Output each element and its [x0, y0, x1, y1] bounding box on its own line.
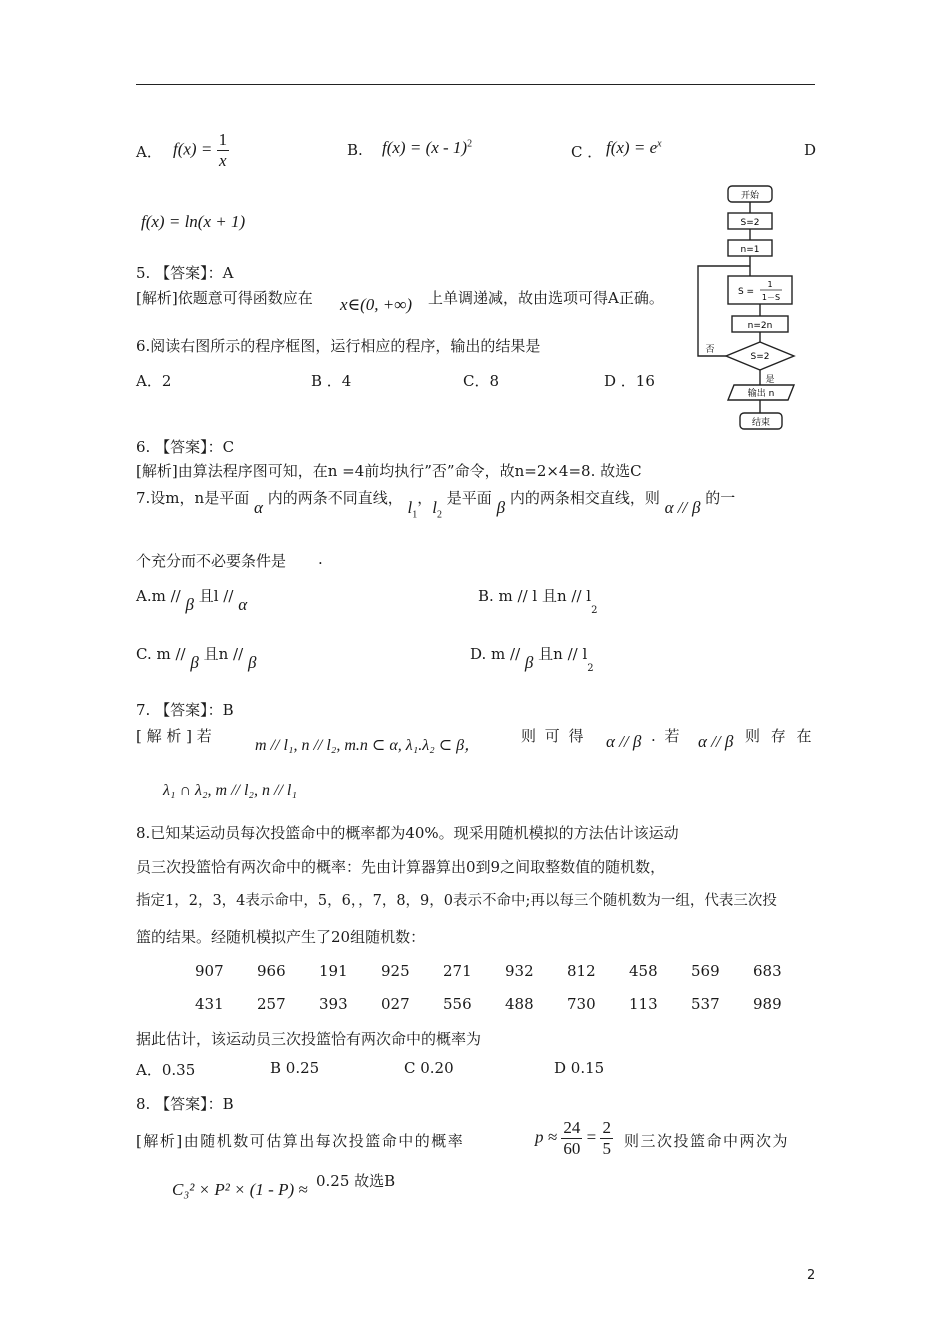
q6-option-b: B ．4 [311, 372, 352, 390]
flow-output-label: 输出 n [747, 389, 775, 399]
a5-analysis-post: 上单调递减，故由选项可得A正确。 [428, 289, 664, 307]
q7-option-c-2: 且n // [203, 645, 244, 663]
table-cell: 431 [195, 994, 224, 1013]
q7-option-b [478, 585, 598, 616]
a8-fraction-1 [561, 1118, 582, 1159]
q8-line3: 指定1，2，3，4表示命中，5，6，，7，8，9，0表示不命中;再以每三个随机数为一组，代表三次投 [136, 893, 777, 909]
q6-option-a: A．2 [136, 372, 172, 390]
q7-l2-sub: 2 [436, 509, 442, 521]
a7-result: α // β [606, 732, 642, 751]
q7-option-b-1: B. m // l 且n // l [478, 587, 592, 605]
q7-l1-sub: 1 [412, 509, 418, 521]
a8-analysis-pre: [解析]由随机数可估算出每次投篮命中的概率 [136, 1132, 465, 1150]
q7-l2-letter: l [432, 498, 437, 517]
a5-analysis-pre: [解析]依题意可得函数应在 [136, 289, 313, 307]
q4-option-b-formula [382, 138, 472, 158]
table-cell: 925 [381, 961, 410, 980]
fraction-numerator: 1 [218, 130, 228, 149]
q4-option-c-formula [606, 138, 662, 158]
a7-line2: λ₁ ∩ λ₂, m // l₂, n // l₁ [163, 782, 297, 799]
random-number-table [195, 954, 815, 1020]
table-cell: 027 [381, 994, 410, 1013]
a8-formula: C₃² × P² × (1 - P) ≈ [172, 1180, 308, 1199]
q4-option-b-label: B. [347, 141, 363, 159]
q8-option-c: C 0.20 [404, 1059, 454, 1077]
q7-stem-6: 个充分而不必要条件是 [136, 552, 287, 570]
a8-fraction-2 [600, 1118, 613, 1159]
q6-stem: 6.阅读右图所示的程序框图，运行相应的程序，输出的结果是 [136, 337, 541, 355]
q7-option-a-2: 且l // [198, 587, 234, 605]
a5-answer: 5. 【答案】：A [136, 264, 234, 282]
q7-stem-dot: . [318, 550, 323, 568]
q4-option-a-label: A． [136, 143, 162, 161]
flow-yes-label: 是 [765, 375, 775, 385]
a7-mid2: . 若 [651, 727, 682, 745]
header-rule [136, 84, 815, 85]
a6-answer: 6. 【答案】：C [136, 438, 235, 456]
q8-option-d: D 0.15 [554, 1059, 605, 1077]
table-row [195, 987, 815, 1020]
q8-option-a: A．0.35 [136, 1061, 196, 1079]
flow-s-update-lhs: S = [737, 287, 755, 297]
flow-no-label: 否 [705, 345, 715, 355]
q7-option-d-beta: β [524, 653, 534, 672]
a7-mid: 则 可 得 [521, 727, 586, 745]
a8-p-label: p ≈ [535, 1127, 558, 1147]
q7-option-c [136, 643, 257, 672]
a8-result: 0.25 故选B [316, 1172, 396, 1190]
table-cell: 683 [753, 961, 782, 980]
q7-stem-3: 是平面 [446, 489, 492, 507]
table-row [195, 954, 815, 987]
q4-option-b-exponent: 2 [467, 138, 473, 150]
q7-option-a-alpha: α [238, 595, 248, 614]
a8-probability [535, 1118, 613, 1159]
table-cell: 556 [443, 994, 472, 1013]
q7-comma: ， [417, 489, 433, 507]
a8-equals: = [586, 1127, 597, 1147]
flow-end-label: 结束 [751, 418, 771, 428]
q7-l1-letter: l [407, 498, 413, 517]
table-cell: 393 [319, 994, 348, 1013]
q4-option-b-text: f(x) = (x - 1) [382, 138, 468, 157]
q7-stem-4: 内的两条相交直线，则 [509, 489, 660, 507]
q6-option-c: C．8 [463, 372, 500, 390]
fraction-denominator: x [219, 151, 227, 170]
q8-option-b: B 0.25 [270, 1059, 320, 1077]
q7-option-a-1: A.m // [136, 587, 181, 605]
table-cell: 966 [257, 961, 286, 980]
flow-loop-line [698, 266, 750, 356]
flow-n-update-label: n=2n [747, 321, 773, 331]
q8-line2: 员三次投篮恰有两次命中的概率：先由计算器算出0到9之间取整数值的随机数， [136, 858, 666, 876]
q6-option-d: D ．16 [604, 372, 655, 390]
table-cell: 812 [567, 961, 596, 980]
q7-par: α // [664, 498, 688, 517]
table-cell: 191 [319, 961, 348, 980]
fraction-denominator: 5 [602, 1139, 611, 1158]
a7-post: 则 存 在 [745, 727, 815, 745]
q4-option-c-exponent: x [657, 138, 662, 150]
table-cell: 537 [691, 994, 720, 1013]
fraction-denominator: 60 [563, 1139, 581, 1158]
q8-line1: 8.已知某运动员每次投篮命中的概率都为40%。现采用随机模拟的方法估计该运动 [136, 824, 679, 842]
fraction-numerator: 2 [602, 1118, 611, 1137]
q7-alpha: α [253, 498, 263, 517]
q7-option-c-beta: β [190, 653, 199, 672]
q7-l2 [432, 498, 442, 521]
q7-l1 [407, 498, 418, 521]
a7-result2: α // β [698, 732, 734, 751]
q7-option-c-1: C. m // [136, 645, 186, 663]
q7-stem-5: 的一 [705, 489, 736, 507]
table-cell: 989 [753, 994, 782, 1013]
table-cell: 271 [443, 961, 472, 980]
table-cell: 113 [629, 994, 658, 1013]
q8-line4: 篮的结果。经随机模拟产生了20组随机数： [136, 928, 426, 946]
flow-condition-label: S=2 [750, 352, 770, 362]
q4-option-d-formula: f(x) = ln(x + 1) [141, 212, 246, 231]
q7-option-a [136, 585, 248, 614]
q7-option-d-sub: 2 [587, 663, 594, 674]
q4-option-a-formula [173, 130, 229, 171]
table-cell: 257 [257, 994, 286, 1013]
flow-s-update-den: 1－S [761, 293, 781, 302]
flow-n-init-label: n=1 [740, 245, 760, 255]
page-number: 2 [807, 1268, 816, 1283]
fraction-numerator: 24 [563, 1118, 581, 1137]
q4-option-c-label: C ． [571, 143, 603, 161]
q4-option-a-fraction [217, 130, 230, 171]
q7-option-b-sub: 2 [591, 605, 598, 616]
a8-answer: 8. 【答案】：B [136, 1095, 234, 1113]
table-cell: 458 [629, 961, 658, 980]
a5-interval: x∈(0, +∞) [340, 295, 413, 314]
q7-beta2: β [692, 498, 701, 517]
q8-line5: 据此估计，该运动员三次投篮恰有两次命中的概率为 [136, 1030, 482, 1048]
q4-option-d-label: D [804, 141, 817, 159]
q7-option-d [470, 643, 594, 674]
q4-option-a-lhs: f(x) = [173, 139, 213, 159]
q7-stem-2: 内的两条不同直线， [267, 489, 403, 507]
a8-analysis-post: 则三次投篮命中两次为 [624, 1132, 790, 1150]
q7-option-d-1: D. m // [470, 645, 521, 663]
flow-start-label: 开始 [740, 191, 760, 201]
a6-analysis: [解析]由算法程序图可知，在n =4前均执行”否”命令，故n=2×4=8. 故选C [136, 462, 642, 480]
table-cell: 907 [195, 961, 224, 980]
q7-stem-1: 7.设m，n是平面 [136, 489, 250, 507]
q7-option-d-2: 且n // l [538, 645, 588, 663]
q4-option-c-text: f(x) = e [606, 138, 658, 157]
flowchart-diagram [684, 180, 834, 460]
a7-condition: m // l₁, n // l₂, m.n ⊂ α, λ₁.λ₂ ⊂ β， [255, 737, 481, 754]
q7-option-c-beta2: β [247, 653, 257, 672]
table-cell: 488 [505, 994, 534, 1013]
q7-option-a-beta: β [185, 595, 194, 614]
q7-beta: β [496, 498, 506, 517]
flow-s-init-label: S=2 [740, 218, 760, 228]
q7-stem-line1 [136, 487, 736, 521]
table-cell: 569 [691, 961, 720, 980]
a7-answer: 7. 【答案】：B [136, 701, 234, 719]
table-cell: 730 [567, 994, 596, 1013]
flow-s-update-num: 1 [767, 280, 773, 289]
a7-analysis-pre: [ 解 析 ] 若 [136, 727, 212, 745]
table-cell: 932 [505, 961, 534, 980]
flowchart [684, 180, 834, 460]
